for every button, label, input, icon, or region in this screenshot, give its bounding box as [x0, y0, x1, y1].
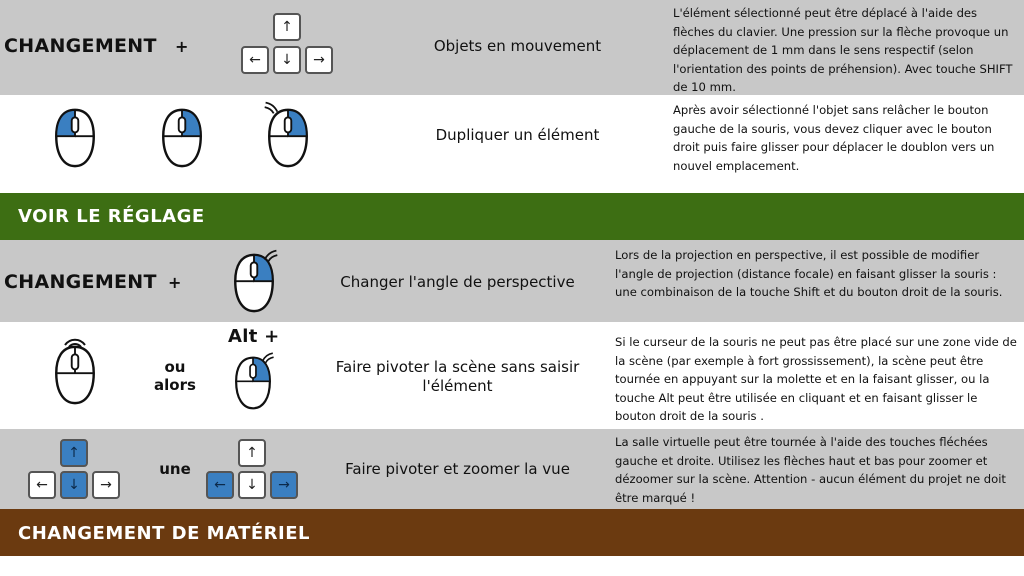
mouse-left-click-icon — [53, 108, 97, 168]
row-rotate-scene — [0, 322, 1024, 429]
row-move-objects — [0, 0, 1024, 95]
arrow-up-key: ↑ — [60, 439, 88, 467]
mouse-scroll-wheel-icon — [53, 345, 97, 405]
description-text: Après avoir sélectionné l'objet sans relâcher le bouton gauche de la souris, vous devez cliquer avec le bouton droit puis faire glisser pour déplacer le doublon vers un nouvel emplacement. — [673, 103, 995, 173]
section-title: VOIR LE RÉGLAGE — [18, 206, 205, 227]
section-title: CHANGEMENT DE MATÉRIEL — [18, 523, 311, 544]
section-band-view — [0, 193, 1024, 240]
arrow-down-key: ↓ — [273, 46, 301, 74]
action-label: Changer l'angle de perspective — [340, 273, 575, 291]
arrow-left-key: ← — [28, 471, 56, 499]
or-label: une — [159, 460, 191, 478]
row-rotate-zoom — [0, 429, 1024, 509]
action-label: Objets en mouvement — [433, 37, 602, 55]
wheel-waves-icon — [62, 334, 88, 348]
arrow-left-key: ← — [206, 471, 234, 499]
description-text: L'élément sélectionné peut être déplacé à l'aide des flèches du clavier. Une pression sur la flèche provoque un déplacement de 1 mm dans le sens respectif (selon l'orientation des points de préhension). Avec touche SHIFT de 10 mm. — [673, 6, 1013, 94]
section-band-material — [0, 509, 1024, 556]
arrow-up-key: ↑ — [238, 439, 266, 467]
motion-waves-icon — [260, 350, 276, 366]
arrow-down-key: ↓ — [238, 471, 266, 499]
action-label: Dupliquer un élément — [435, 126, 600, 144]
motion-waves-icon — [262, 247, 280, 265]
mouse-right-click-icon — [160, 108, 204, 168]
arrow-right-key: → — [92, 471, 120, 499]
shift-key-label: CHANGEMENT — [4, 271, 157, 293]
row-perspective — [0, 240, 1024, 322]
description-text: Si le curseur de la souris ne peut pas être placé sur une zone vide de la scène (par exemple à fort grossissement), la scène peut être tournée en appuyant sur la molette et en la faisant glisser, ou la touche Alt peut être utilisée en cliquant et en faisant glisser le bouton droit de la souris . — [615, 335, 1017, 423]
or-label: ou alors — [154, 358, 196, 394]
motion-waves-icon — [260, 99, 278, 117]
action-label: Faire pivoter la scène sans saisir l'élément — [335, 358, 580, 395]
arrow-left-key: ← — [241, 46, 269, 74]
plus-sign: + — [168, 273, 182, 292]
arrow-right-key: → — [270, 471, 298, 499]
arrow-down-key: ↓ — [60, 471, 88, 499]
arrow-up-key: ↑ — [273, 13, 301, 41]
action-label: Faire pivoter et zoomer la vue — [345, 460, 570, 478]
plus-sign: + — [175, 37, 189, 56]
shift-key-label: CHANGEMENT — [4, 35, 157, 57]
mouse-right-drag-icon — [266, 108, 310, 168]
alt-key-label: Alt + — [228, 326, 280, 347]
arrow-right-key: → — [305, 46, 333, 74]
description-text: Lors de la projection en perspective, il est possible de modifier l'angle de projection (distance focale) en faisant glisser la souris : une combinaison de la touche Shift et du bouton droit de la souris. — [615, 248, 1003, 299]
description-text: La salle virtuelle peut être tournée à l'aide des touches fléchées gauche et droite. Utilisez les flèches haut et bas pour zoomer et dézoomer sur la scène. Attention - aucun élément du projet ne doit être marqué ! — [615, 435, 1006, 505]
row-duplicate — [0, 95, 1024, 193]
